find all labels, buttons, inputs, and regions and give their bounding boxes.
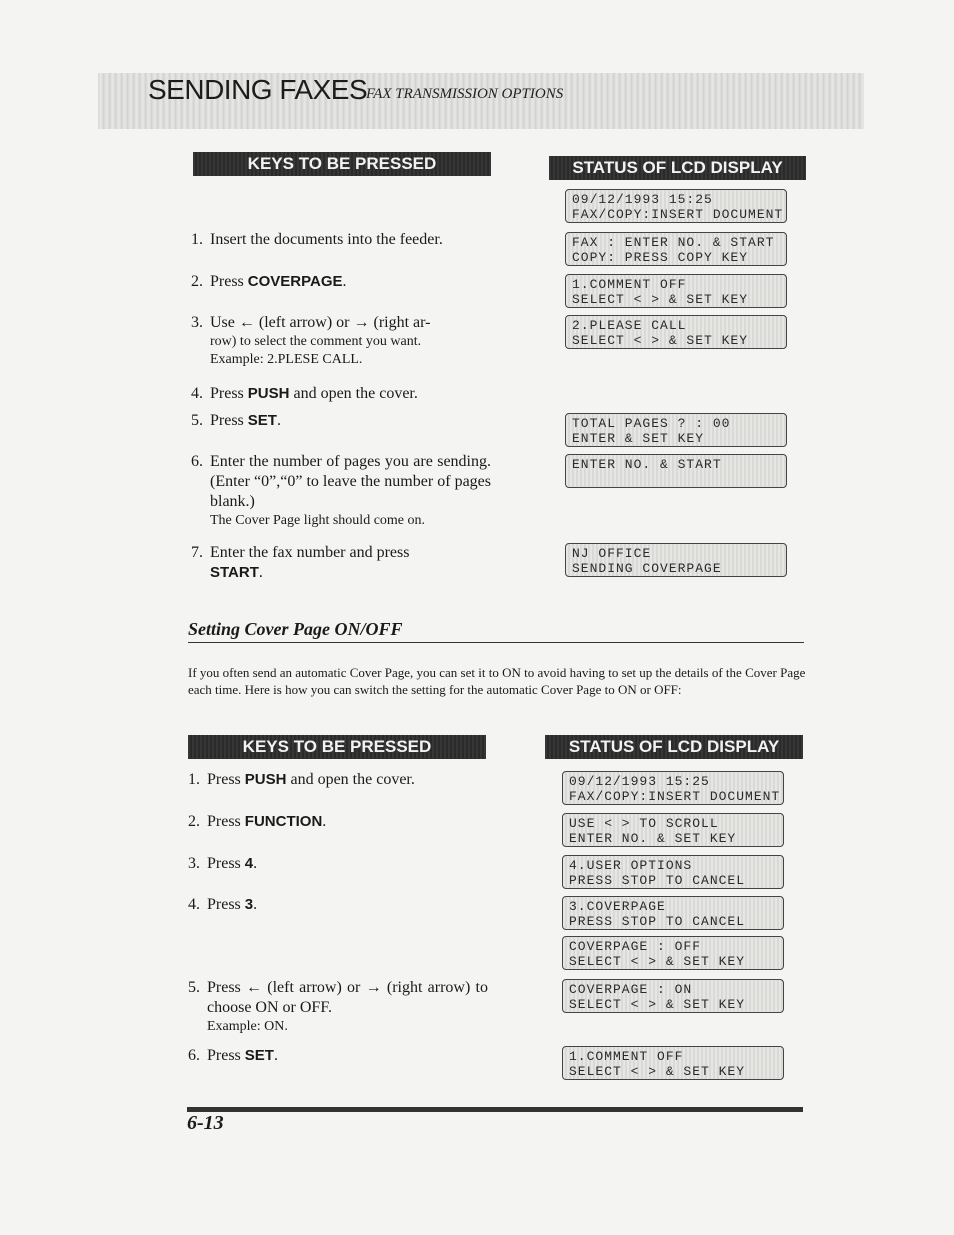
key-name: PUSH bbox=[247, 385, 290, 402]
page-number: 6-13 bbox=[187, 1112, 224, 1134]
step-4 bbox=[188, 895, 498, 915]
step-text: Press ← (left arrow) or → (right arrow) to choose ON or OFF. bbox=[207, 979, 488, 1016]
step-text: Use ← (left arrow) or → (right ar- bbox=[210, 314, 431, 331]
step-text: Press bbox=[207, 771, 245, 788]
key-name: SET bbox=[244, 1047, 274, 1064]
step-text-after: . bbox=[253, 896, 258, 913]
keys-heading: KEYS TO BE PRESSED bbox=[188, 735, 486, 759]
step-text-after: . bbox=[342, 273, 347, 290]
step-number: 4. bbox=[191, 385, 203, 402]
lcd-display: 1.COMMENT OFF SELECT < > & SET KEY bbox=[565, 274, 787, 308]
step-1 bbox=[191, 230, 501, 250]
step-text-after: . bbox=[322, 813, 327, 830]
step-text: Enter the number of pages you are sending. (Enter “0”,“0” to leave the number of pages blank.) bbox=[210, 453, 491, 510]
step-4 bbox=[191, 384, 501, 404]
step-text: Press bbox=[207, 1047, 245, 1064]
section-heading: Setting Cover Page ON/OFF bbox=[188, 619, 403, 639]
step-2 bbox=[191, 272, 501, 292]
step-text: Press bbox=[210, 273, 248, 290]
lcd-display: FAX : ENTER NO. & START COPY: PRESS COPY KEY bbox=[565, 232, 787, 266]
key-name: COVERPAGE bbox=[247, 273, 343, 290]
step-text-after: and open the cover. bbox=[289, 385, 418, 402]
step-text: Press bbox=[207, 813, 245, 830]
key-name: PUSH bbox=[244, 771, 287, 788]
step-text-after: . bbox=[253, 855, 258, 872]
step-number: 5. bbox=[191, 412, 203, 429]
lcd-display: 2.PLEASE CALL SELECT < > & SET KEY bbox=[565, 315, 787, 349]
step-number: 1. bbox=[188, 771, 200, 788]
step-3 bbox=[191, 313, 501, 369]
step-number: 4. bbox=[188, 896, 200, 913]
step-example: Example: ON. bbox=[207, 1019, 288, 1034]
step-7 bbox=[191, 543, 501, 583]
lcd-display: COVERPAGE : OFF SELECT < > & SET KEY bbox=[562, 936, 784, 970]
lcd-display: 09/12/1993 15:25 FAX/COPY:INSERT DOCUMENT bbox=[562, 771, 784, 805]
step-number: 3. bbox=[188, 855, 200, 872]
step-number: 5. bbox=[188, 979, 200, 996]
step-number: 6. bbox=[188, 1047, 200, 1064]
step-5 bbox=[188, 978, 488, 1036]
step-text: Press bbox=[207, 896, 245, 913]
lcd-heading: STATUS OF LCD DISPLAY bbox=[545, 735, 803, 759]
section-divider bbox=[188, 642, 804, 643]
step-text: Press bbox=[210, 385, 248, 402]
step-text-cont: row) to select the comment you want. bbox=[210, 334, 422, 349]
section-paragraph: If you often send an automatic Cover Page, you can set it to ON to avoid having to set up the details of the Cover Page each time. Here is how you can switch the setting for the automatic Cover Page to ON or OFF: bbox=[188, 665, 806, 697]
lcd-heading: STATUS OF LCD DISPLAY bbox=[549, 156, 806, 180]
step-text-after: . bbox=[273, 1047, 278, 1064]
step-example: Example: 2.PLESE CALL. bbox=[210, 352, 363, 367]
step-6 bbox=[188, 1046, 498, 1066]
key-name: START bbox=[210, 564, 259, 581]
key-name: SET bbox=[247, 412, 277, 429]
key-name: 3 bbox=[244, 896, 254, 913]
step-number: 2. bbox=[191, 273, 203, 290]
step-text: Press bbox=[207, 855, 245, 872]
key-name: FUNCTION bbox=[244, 813, 323, 830]
step-text-after: . bbox=[258, 564, 263, 581]
step-number: 1. bbox=[191, 231, 203, 248]
step-number: 3. bbox=[191, 314, 203, 331]
step-5 bbox=[191, 411, 501, 431]
step-note: The Cover Page light should come on. bbox=[210, 513, 426, 528]
keys-heading: KEYS TO BE PRESSED bbox=[193, 152, 491, 176]
lcd-display: 4.USER OPTIONS PRESS STOP TO CANCEL bbox=[562, 855, 784, 889]
lcd-display: 3.COVERPAGE PRESS STOP TO CANCEL bbox=[562, 896, 784, 930]
lcd-display: ENTER NO. & START bbox=[565, 454, 787, 488]
lcd-display: COVERPAGE : ON SELECT < > & SET KEY bbox=[562, 979, 784, 1013]
step-3 bbox=[188, 854, 498, 874]
step-1 bbox=[188, 770, 498, 790]
step-6 bbox=[191, 452, 491, 530]
step-number: 2. bbox=[188, 813, 200, 830]
footer-divider bbox=[187, 1107, 803, 1112]
step-number: 7. bbox=[191, 544, 203, 561]
step-number: 6. bbox=[191, 453, 203, 470]
lcd-display: TOTAL PAGES ? : 00 ENTER & SET KEY bbox=[565, 413, 787, 447]
page-title: SENDING FAXES bbox=[148, 74, 368, 105]
key-name: 4 bbox=[244, 855, 254, 872]
page-subtitle: FAX TRANSMISSION OPTIONS bbox=[366, 86, 564, 102]
step-text: Insert the documents into the feeder. bbox=[210, 231, 443, 248]
step-2 bbox=[188, 812, 498, 832]
step-text: Press bbox=[210, 412, 248, 429]
lcd-display: USE < > TO SCROLL ENTER NO. & SET KEY bbox=[562, 813, 784, 847]
lcd-display: 09/12/1993 15:25 FAX/COPY:INSERT DOCUMENT bbox=[565, 189, 787, 223]
step-text: Enter the fax number and press bbox=[210, 544, 410, 561]
step-text-after: and open the cover. bbox=[286, 771, 415, 788]
step-text-after: . bbox=[276, 412, 281, 429]
lcd-display: 1.COMMENT OFF SELECT < > & SET KEY bbox=[562, 1046, 784, 1080]
lcd-display: NJ OFFICE SENDING COVERPAGE bbox=[565, 543, 787, 577]
